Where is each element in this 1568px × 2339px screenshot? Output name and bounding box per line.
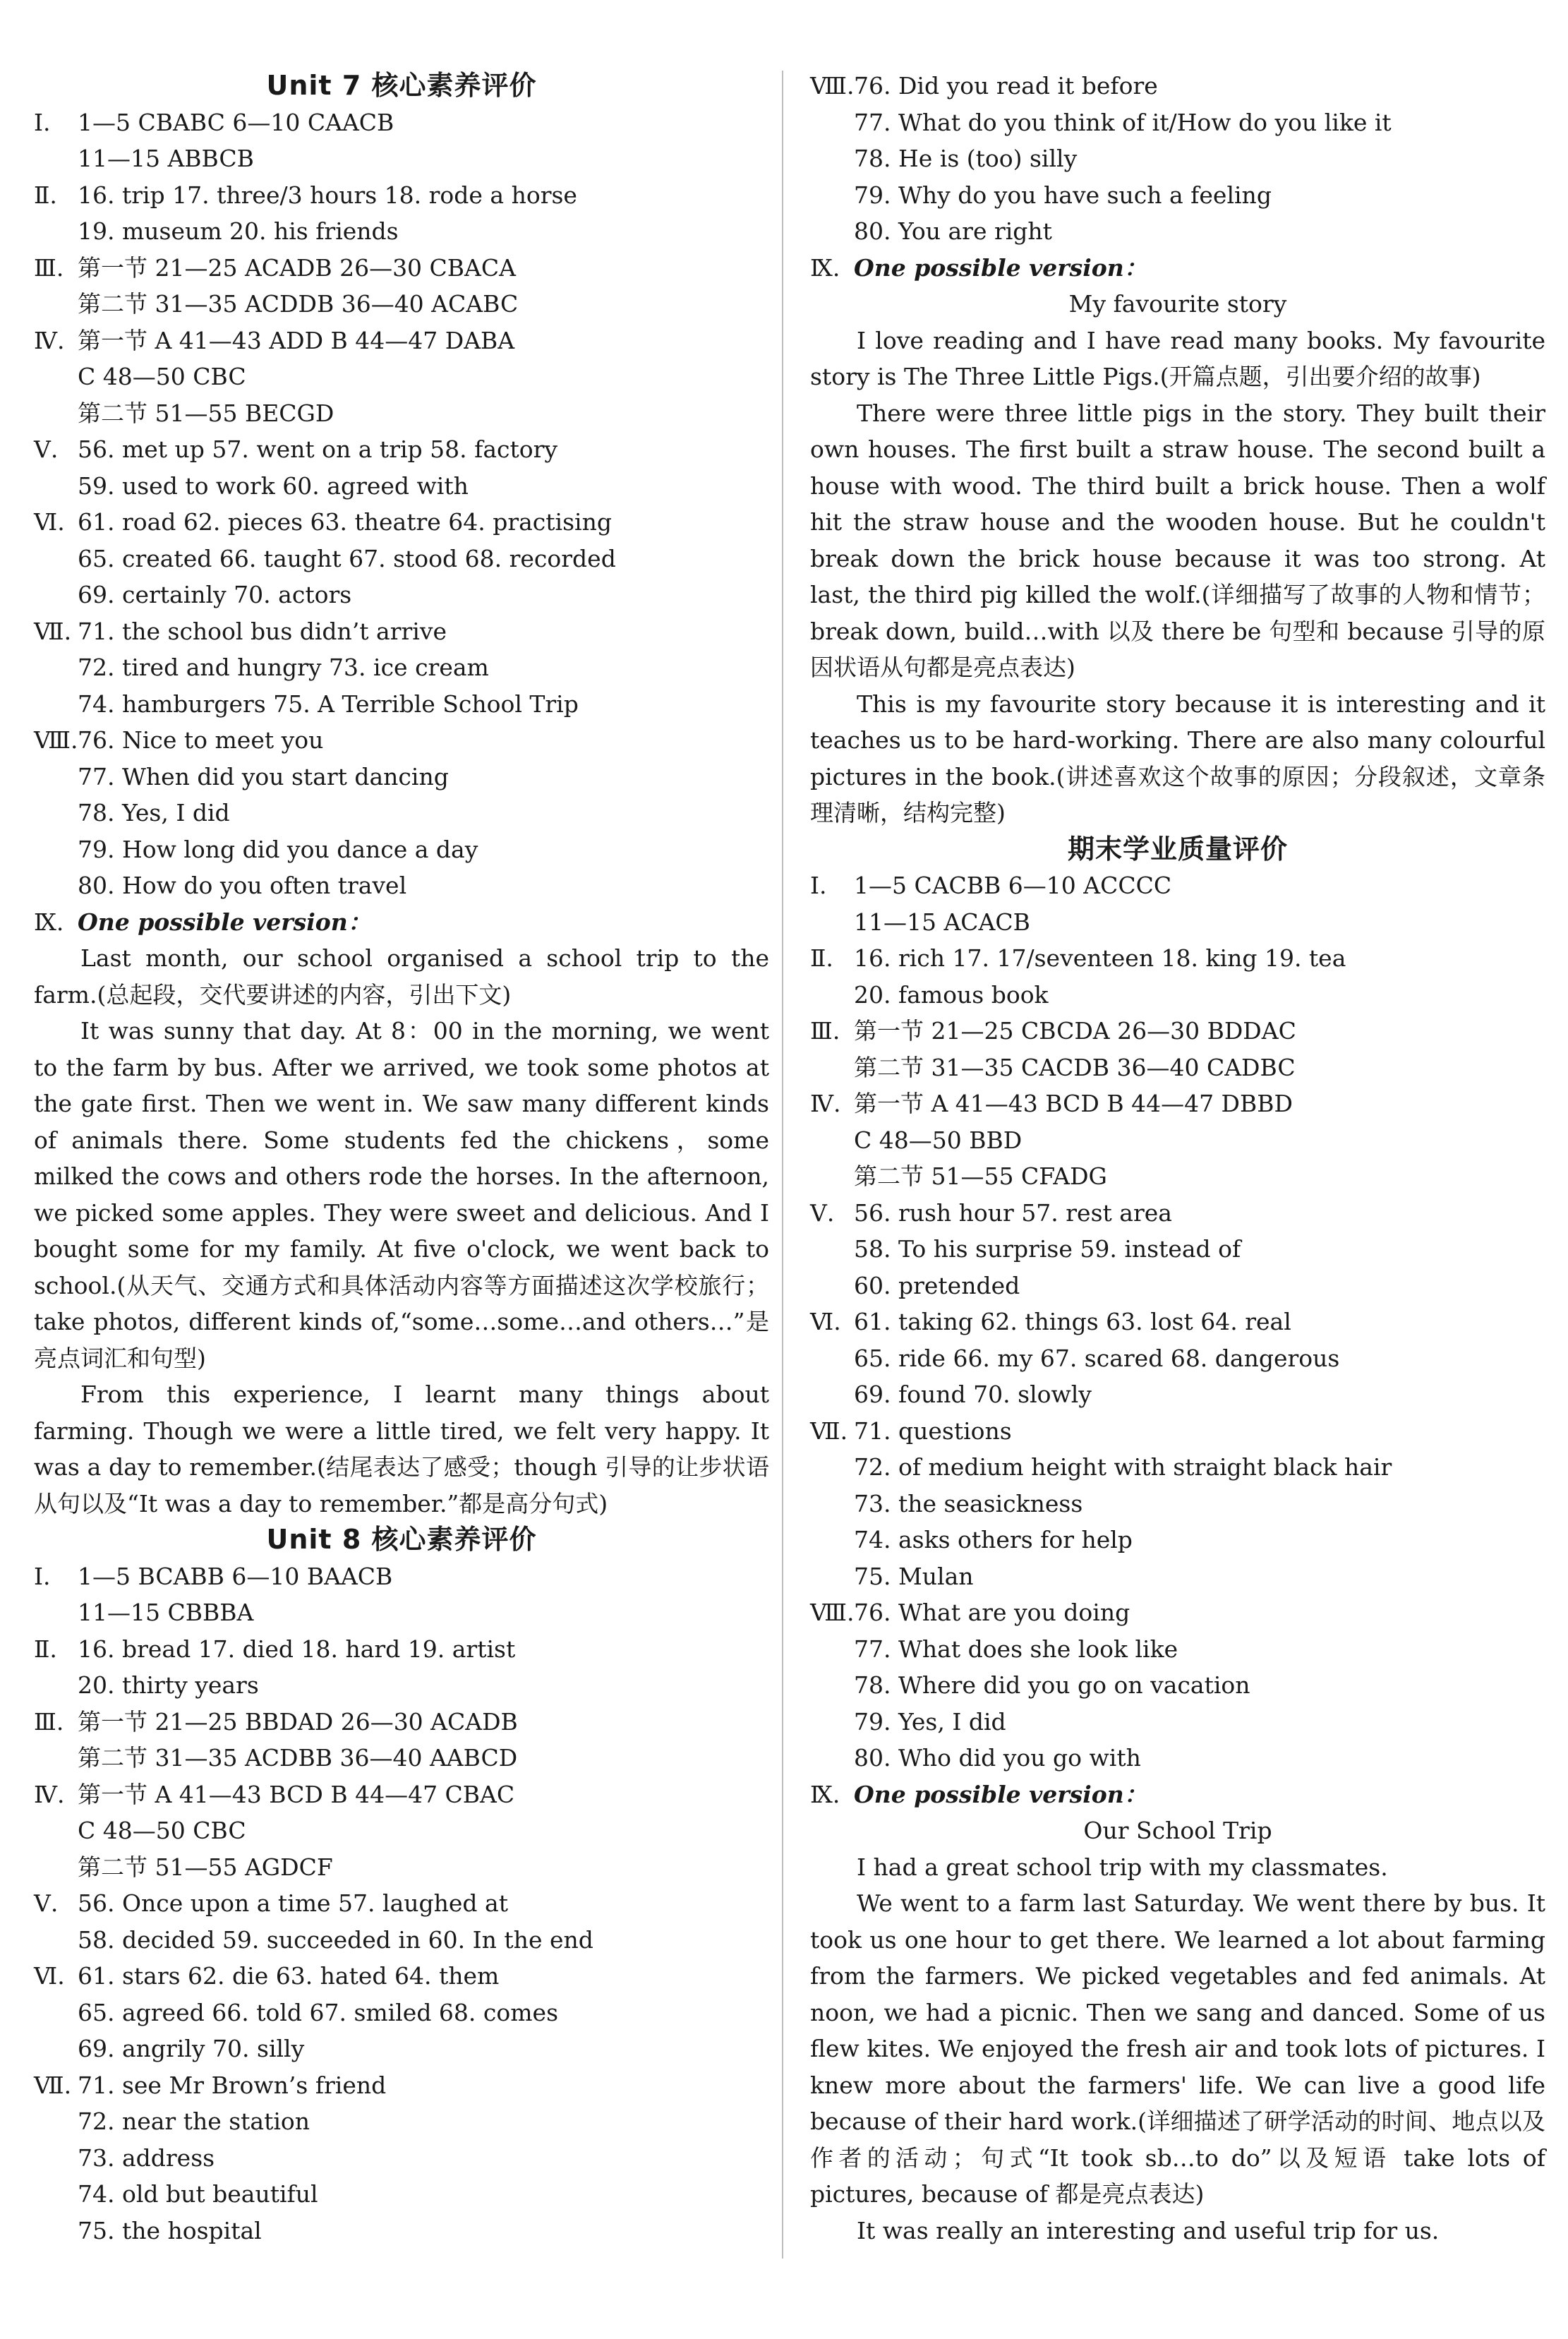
u8-section-4: Ⅳ. 第一节 A 41—43 BCD B 44—47 CBAC	[34, 1780, 515, 1808]
u7-section-6: Ⅵ. 61. road 62. pieces 63. theatre 64. practising	[34, 508, 612, 536]
final-section-6: Ⅵ. 61. taking 62. things 63. lost 64. real	[810, 1308, 1291, 1335]
story-essay-p2: There were three little pigs in the story. They built their own houses. The first built a straw house. The second built a house with wood. The third built a brick house. Then a wolf hit the straw house and the wooden house. But he couldn't break down the brick house because it was too strong. At last, the third pig killed the wolf.(详细描写了故事的人物和情节；break down, build…with 以及 there be 句型和 because 引导的原因状语从句都是亮点表达)	[810, 399, 1545, 681]
right-column: Ⅷ. 76. Did you read it before 77. What do you think of it/How do you like it 78. He is (too) silly 79. Why do you have such a feeling 80. You are right Ⅸ. One possible version： My favourite story I love reading and I have read many books. My favourite story is The Three Little Pigs.(开篇点题，引出要介绍的故事) There were three little pigs in the story. They built their own houses. The first built a straw house. The second built a house with wood. The third built a brick house. Then a wolf hit the straw house and the wooden house. But he couldn't break down the brick house because it was too strong. At last, the third pig killed the wolf.(详细描写了故事的人物和情节；break down, build…with 以及 there be 句型和 because 引导的原因状语从句都是亮点表达) This is my favourite story because it is interesting and it teaches us to be hard-working. There are also many colourful pictures in the book.(讲述喜欢这个故事的原因；分段叙述，文章条理清晰，结构完整) 期末学业质量评价 Ⅰ. 1—5 CACBB 6—10 ACCCC 11—15 ACACB Ⅱ. 16. rich 17. 17/seventeen 18. king 19. tea 20. famous book Ⅲ. 第一节 21—25 CBCDA 26—30 BDDAC 第二节 31—35 CACDB 36—40 CADBC Ⅳ. 第一节 A 41—43 BCD B 44—47 DBBD C 48—50 BBD 第二节 51—55 CFADG Ⅴ. 56. rush hour 57. rest area 58. To his surprise 59. instead of 60. pretended Ⅵ. 61. taking 62. things 63. lost 64. real 65. ride 66. my 67. scared 68. dangerous 69. found 70. slowly Ⅶ. 71. questions 72. of medium height with straight black hair 73. the seasickness 74. asks others for help 75. Mulan Ⅷ. 76. What are you doing 77. What does she look like 78. Where did you go on vacation 79. Yes, I did 80. Who did you go with Ⅸ. One possible version： Our School Trip I had a great school trip with my classmates. We went to a farm last Saturday. We went there by bus. It took us one hour to get there. We learned a lot about farming from the farmers. We picked vegetables and fed animals. At noon, we had a picnic. Then we sang and danced. Some of us flew kites. We enjoyed the fresh air and took lots of pictures. I knew more about the farmers' life. We can live a good life because of their hard work.(详细描述了研学活动的时间、地点以及作者的活动；句式“It took sb…to do”以及短语 take lots of pictures, because of 都是亮点表达) It was really an interesting and useful trip for us.	[810, 68, 1545, 2249]
left-column: Unit 7 核心素养评价 Ⅰ. 1—5 CBABC 6—10 CAACB 11—15 ABBCB Ⅱ. 16. trip 17. three/3 hours 18. rode a horse 19. museum 20. his friends Ⅲ. 第一节 21—25 ACADB 26—30 CBACA 第二节 31—35 ACDDB 36—40 ACABC Ⅳ. 第一节 A 41—43 ADD B 44—47 DABA C 48—50 CBC 第二节 51—55 BECGD Ⅴ. 56. met up 57. went on a trip 58. factory 59. used to work 60. agreed with Ⅵ. 61. road 62. pieces 63. theatre 64. practising 65. created 66. taught 67. stood 68. recorded 69. certainly 70. actors Ⅶ. 71. the school bus didn’t arrive 72. tired and hungry 73. ice cream 74. hamburgers 75. A Terrible School Trip Ⅷ. 76. Nice to meet you 77. When did you start dancing 78. Yes, I did 79. How long did you dance a day 80. How do you often travel Ⅸ. One possible version： Last month, our school organised a school trip to the farm.(总起段，交代要讲述的内容，引出下文) It was sunny that day. At 8：00 in the morning, we went to the farm by bus. After we arrived, we took some photos at the gate first. Then we went in. We saw many different kinds of animals there. Some students fed the chickens，some milked the cows and others rode the horses. In the afternoon, we picked some apples. They were sweet and delicious. And I bought some for my family. At five o'clock, we went back to school.(从天气、交通方式和具体活动内容等方面描述这次学校旅行；take photos, different kinds of,“some…some…and others…”是亮点词汇和句型) From this experience, I learnt many things about farming. Though we were a little tired, we felt very happy. It was a day to remember.(结尾表达了感受；though 引导的让步状语从句以及“It was a day to remember.”都是高分句式) Unit 8 核心素养评价 Ⅰ. 1—5 BCABB 6—10 BAACB 11—15 CBBBA Ⅱ. 16. bread 17. died 18. hard 19. artist 20. thirty years Ⅲ. 第一节 21—25 BBDAD 26—30 ACADB 第二节 31—35 ACDBB 36—40 AABCD Ⅳ. 第一节 A 41—43 BCD B 44—47 CBAC C 48—50 CBC 第二节 51—55 AGDCF Ⅴ. 56. Once upon a time 57. laughed at 58. decided 59. succeeded in 60. In the end Ⅵ. 61. stars 62. die 63. hated 64. them 65. agreed 66. told 67. smiled 68. comes 69. angrily 70. silly Ⅶ. 71. see Mr Brown’s friend 72. near the station 73. address 74. old but beautiful 75. the hospital	[34, 68, 769, 2249]
final-exam-title: 期末学业质量评价	[1067, 833, 1288, 865]
u7-essay-p2: It was sunny that day. At 8：00 in the morning, we went to the farm by bus. After we arrived, we took some photos at the gate first. Then we went in. We saw many different kinds of animals there. Some students fed the chickens，some milked the cows and others rode the horses. In the afternoon, we picked some apples. They were sweet and delicious. And I bought some for my family. At five o'clock, we went back to school.(从天气、交通方式和具体活动内容等方面描述这次学校旅行；take photos, different kinds of,“some…some…and others…”是亮点词汇和句型)	[34, 1017, 769, 1372]
column-divider	[782, 71, 783, 2259]
final-section-9: Ⅸ. One possible version：	[810, 1780, 1147, 1808]
story-essay-p1: I love reading and I have read many books. My favourite story is The Three Little Pigs.(开篇点题，引出要介绍的故事)	[810, 326, 1545, 390]
trip-essay-p1: I had a great school trip with my classmates.	[857, 1853, 1388, 1881]
trip-essay-p3: It was really an interesting and useful trip for us.	[857, 2216, 1440, 2244]
u7-section-8: Ⅷ. 76. Nice to meet you	[34, 726, 324, 754]
story-essay-p3: This is my favourite story because it is interesting and it teaches us to be hard-working. There are also many colourful pictures in the book.(讲述喜欢这个故事的原因；分段叙述，文章条理清晰，结构完整)	[810, 690, 1545, 826]
trip-essay-p2: We went to a farm last Saturday. We went there by bus. It took us one hour to get there. We learned a lot about farming from the farmers. We picked vegetables and fed animals. At noon, we had a picnic. Then we sang and danced. Some of us flew kites. We enjoyed the fresh air and took lots of pictures. I knew more about the farmers' life. We can live a good life because of their hard work.(详细描述了研学活动的时间、地点以及作者的活动；句式“It took sb…to do”以及短语 take lots of pictures, because of 都是亮点表达)	[810, 1889, 1545, 2208]
u7-essay-p1: Last month, our school organised a school trip to the farm.(总起段，交代要讲述的内容，引出下文)	[34, 944, 769, 1009]
u7-section-3: Ⅲ. 第一节 21—25 ACADB 26—30 CBACA	[34, 253, 516, 282]
u8-section-1: Ⅰ. 1—5 BCABB 6—10 BAACB	[34, 1562, 393, 1590]
final-section-3: Ⅲ. 第一节 21—25 CBCDA 26—30 BDDAC	[810, 1017, 1296, 1045]
u7-section-9: Ⅸ. One possible version：	[34, 908, 371, 936]
final-section-7: Ⅶ. 71. questions	[810, 1417, 1012, 1445]
u8-section-2: Ⅱ. 16. bread 17. died 18. hard 19. artist	[34, 1635, 516, 1663]
u7-section-1: Ⅰ. 1—5 CBABC 6—10 CAACB	[34, 108, 394, 136]
u7-essay-p3: From this experience, I learnt many things about farming. Though we were a little tired, we felt very happy. It was a day to remember.(结尾表达了感受；though 引导的让步状语从句以及“It was a day to remember.”都是高分句式)	[34, 1381, 769, 1517]
u7-section-7: Ⅶ. 71. the school bus didn’t arrive	[34, 617, 447, 645]
essay-title-favourite-story: My favourite story	[1068, 290, 1287, 318]
unit7-title: Unit 7 核心素养评价	[266, 70, 537, 101]
u8-section-5: Ⅴ. 56. Once upon a time 57. laughed at	[34, 1889, 508, 1917]
essay-title-school-trip: Our School Trip	[1083, 1817, 1272, 1844]
unit8-title: Unit 8 核心素养评价	[266, 1524, 537, 1555]
u8-section-3: Ⅲ. 第一节 21—25 BBDAD 26—30 ACADB	[34, 1707, 518, 1736]
u7-section-2: Ⅱ. 16. trip 17. three/3 hours 18. rode a horse	[34, 181, 577, 209]
u7-section-9-cont: Ⅸ. One possible version：	[810, 253, 1147, 282]
u7-section-8-cont: Ⅷ. 76. Did you read it before	[810, 72, 1158, 100]
u7-section-5: Ⅴ. 56. met up 57. went on a trip 58. factory	[34, 435, 558, 463]
final-section-4: Ⅳ. 第一节 A 41—43 BCD B 44—47 DBBD	[810, 1090, 1293, 1117]
u8-section-7: Ⅶ. 71. see Mr Brown’s friend	[34, 2071, 387, 2099]
final-section-1: Ⅰ. 1—5 CACBB 6—10 ACCCC	[810, 872, 1172, 899]
final-section-5: Ⅴ. 56. rush hour 57. rest area	[810, 1198, 1172, 1227]
final-section-2: Ⅱ. 16. rich 17. 17/seventeen 18. king 19. tea	[810, 944, 1346, 972]
u8-section-6: Ⅵ. 61. stars 62. die 63. hated 64. them	[34, 1962, 500, 1990]
u7-section-4: Ⅳ. 第一节 A 41—43 ADD B 44—47 DABA	[34, 326, 515, 354]
final-section-8: Ⅷ. 76. What are you doing	[810, 1599, 1130, 1626]
